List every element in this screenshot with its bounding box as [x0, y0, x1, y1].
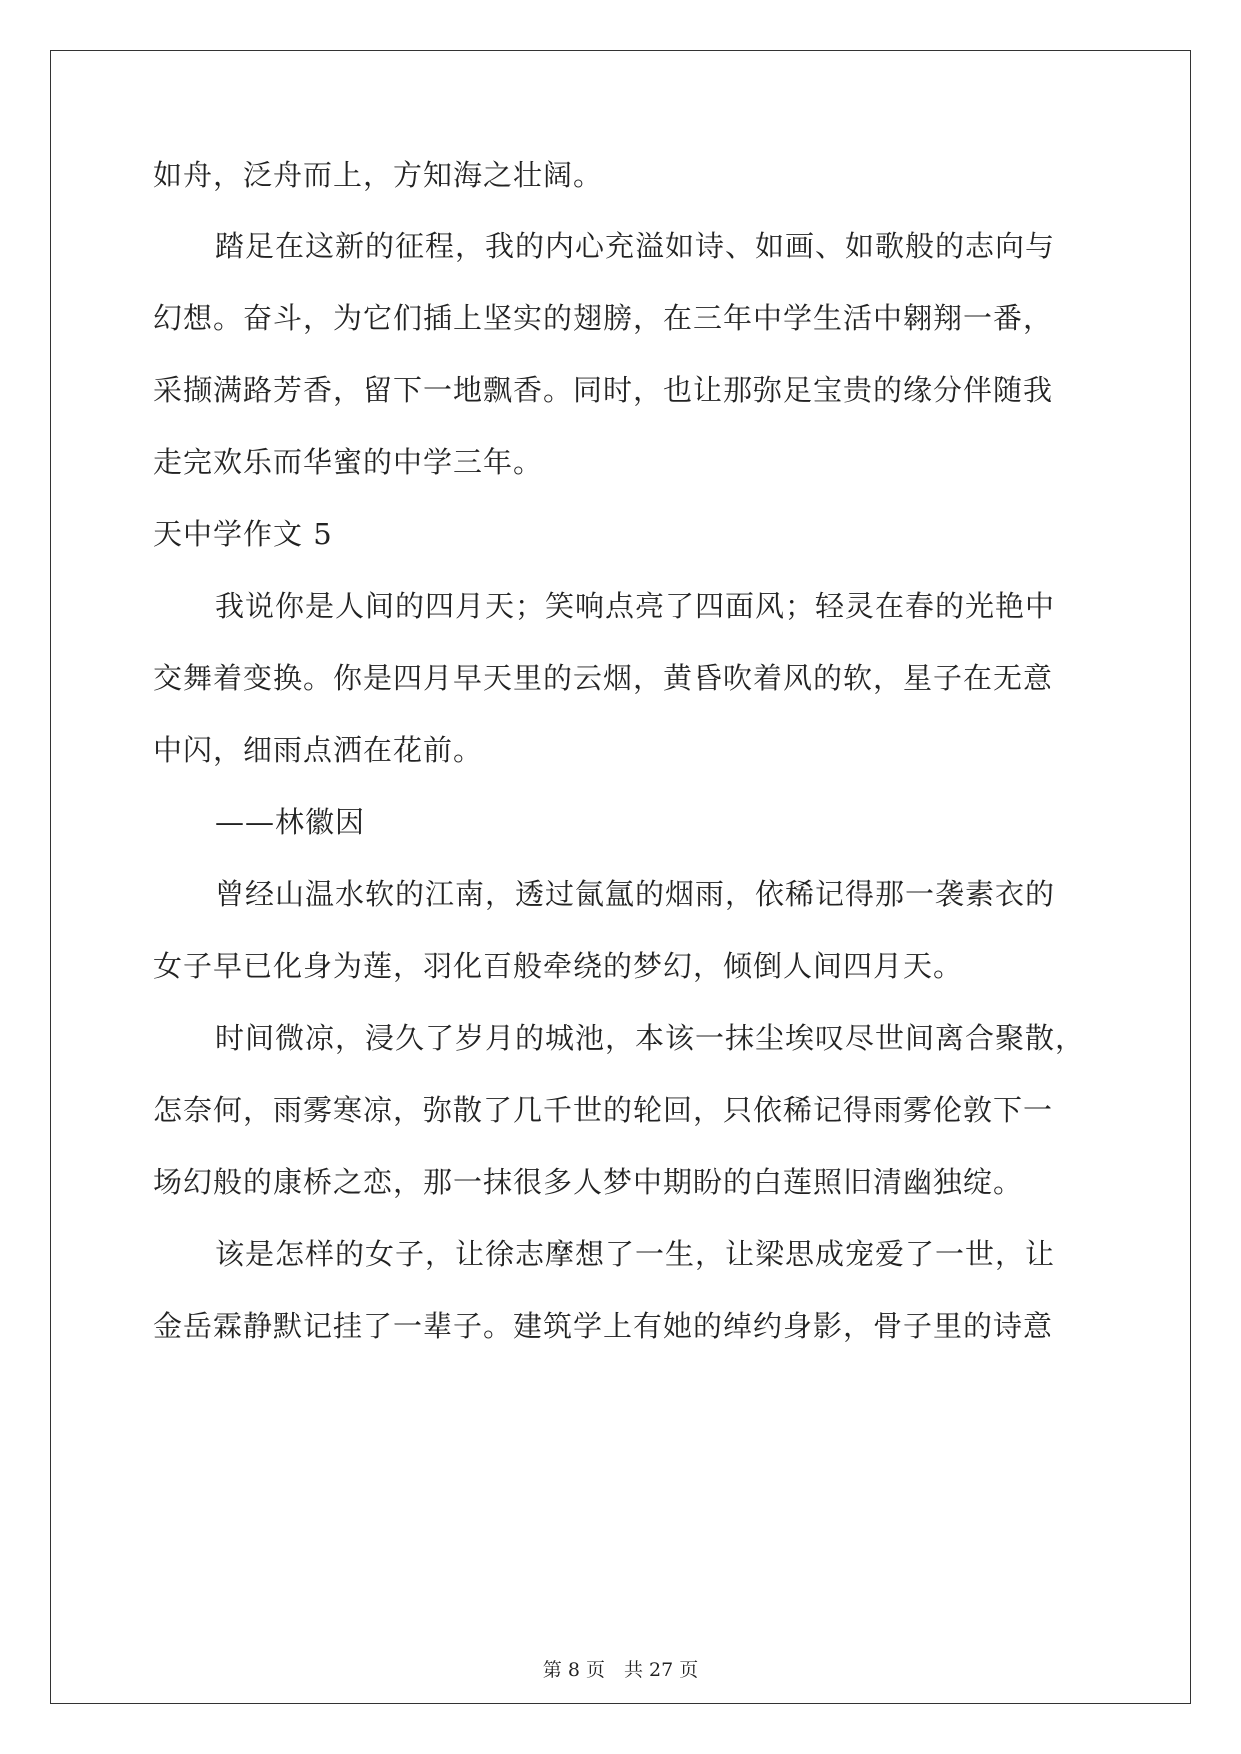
text-line: 踏足在这新的征程，我的内心充溢如诗、如画、如歌般的志向与 [215, 229, 1056, 263]
text-line: 走完欢乐而华蜜的中学三年。 [153, 445, 544, 479]
section-heading: 天中学作文 5 [153, 517, 333, 551]
text-line: 交舞着变换。你是四月早天里的云烟，黄昏吹着风的软，星子在无意 [153, 661, 1054, 695]
text-line: 曾经山温水软的江南，透过氤氲的烟雨，依稀记得那一袭素衣的 [215, 877, 1056, 911]
text-line: 场幻般的康桥之恋，那一抹很多人梦中期盼的白莲照旧清幽独绽。 [153, 1165, 1024, 1199]
text-line: 我说你是人间的四月天；笑响点亮了四面风；轻灵在春的光艳中 [215, 589, 1056, 623]
text-line: 幻想。奋斗，为它们插上坚实的翅膀，在三年中学生活中翱翔一番， [153, 301, 1054, 335]
text-line: 采撷满路芳香，留下一地飘香。同时，也让那弥足宝贵的缘分伴随我 [153, 373, 1054, 407]
quote-attribution: ——林徽因 [215, 805, 366, 839]
text-line: 怎奈何，雨雾寒凉，弥散了几千世的轮回，只依稀记得雨雾伦敦下一 [153, 1093, 1054, 1127]
text-line: 该是怎样的女子，让徐志摩想了一生，让梁思成宠爱了一世，让 [215, 1237, 1056, 1271]
text-line: 时间微凉，浸久了岁月的城池，本该一抹尘埃叹尽世间离合聚散， [215, 1021, 1086, 1055]
text-line: 女子早已化身为莲，羽化百般牵绕的梦幻，倾倒人间四月天。 [153, 949, 964, 983]
text-line: 中闪，细雨点洒在花前。 [153, 733, 484, 767]
text-line: 金岳霖静默记挂了一辈子。建筑学上有她的绰约身影，骨子里的诗意 [153, 1309, 1054, 1343]
page-number-footer: 第 8 页 共 27 页 [542, 1659, 699, 1681]
text-line: 如舟，泛舟而上，方知海之壮阔。 [153, 158, 604, 192]
